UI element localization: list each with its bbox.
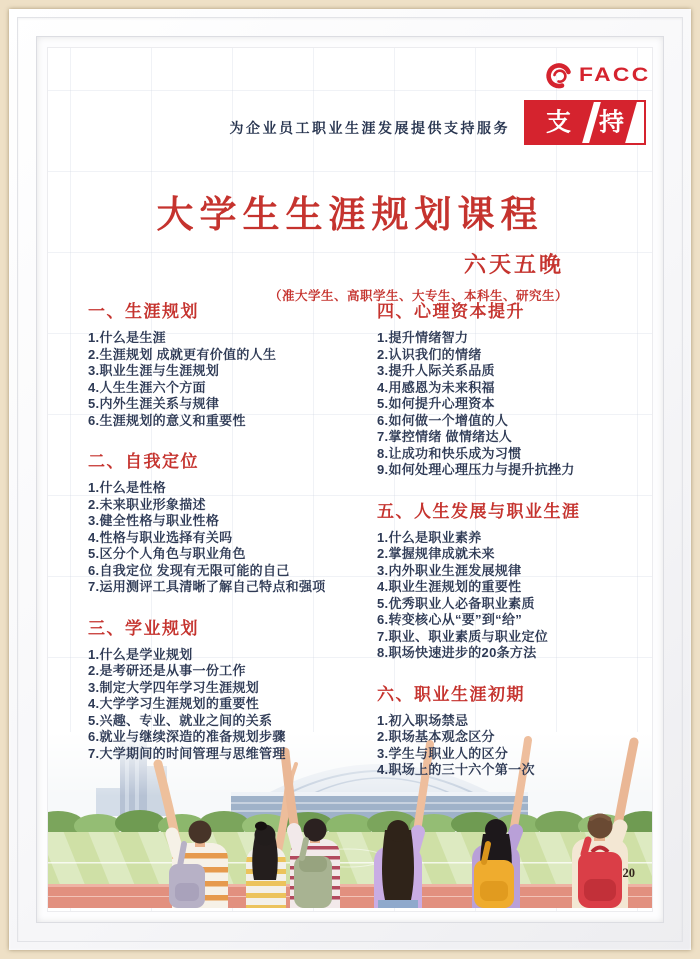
course-item: 4.性格与职业选择有关吗 <box>88 529 233 545</box>
badge-char-right: 持 <box>599 108 625 136</box>
logo-text: FACC <box>579 65 651 86</box>
course-item: 2.认识我们的情绪 <box>377 346 482 362</box>
course-item: 1.初入职场禁忌 <box>377 712 469 728</box>
course-item: 6.如何做一个增值的人 <box>377 412 509 428</box>
section-heading: 三、学业规划 <box>88 618 199 638</box>
course-item: 5.如何提升心理资本 <box>377 396 495 411</box>
course-item: 6.转变核心从“要”到“给” <box>377 612 523 627</box>
course-item: 1.什么是生涯 <box>88 330 166 345</box>
title-block <box>48 184 652 304</box>
course-item: 2.生涯规划 成就更有价值的人生 <box>88 346 277 362</box>
section-heading: 六、职业生涯初期 <box>377 684 525 704</box>
course-item: 3.提升人际关系品质 <box>377 363 495 378</box>
course-item: 4.用感恩为未来积福 <box>377 379 495 395</box>
target-audience: （准大学生、高职学生、大专生、本科生、研究生） <box>268 289 568 303</box>
course-section <box>377 297 636 479</box>
course-item: 9.如何处理心理压力与提升抗挫力 <box>377 462 575 477</box>
section-heading: 五、人生发展与职业生涯 <box>377 501 581 521</box>
course-item: 8.职场快速进步的20条方法 <box>377 645 537 660</box>
course-column-left <box>88 297 347 797</box>
course-column-right <box>377 297 636 797</box>
facc-logo <box>544 61 651 91</box>
page-number: 20 <box>622 866 635 880</box>
course-item: 1.提升情绪智力 <box>377 330 469 345</box>
course-outline <box>88 297 636 797</box>
tagline-row <box>230 100 647 145</box>
course-item: 3.内外职业生涯发展规律 <box>377 562 522 578</box>
course-item: 4.职场上的三十六个第一次 <box>377 762 535 777</box>
course-item: 5.兴趣、专业、就业之间的关系 <box>88 712 273 728</box>
course-duration: 六天五晚 <box>463 252 564 277</box>
service-tagline: 为企业员工职业生涯发展提供支持服务 <box>229 120 510 136</box>
course-item: 5.优秀职业人必备职业素质 <box>377 595 535 611</box>
support-badge <box>524 100 646 145</box>
course-item: 5.区分个人角色与职业角色 <box>88 546 246 561</box>
section-heading: 一、生涯规划 <box>88 302 199 321</box>
course-item: 8.让成功和快乐成为习惯 <box>377 445 522 461</box>
course-item: 2.掌握规律成就未来 <box>377 546 495 561</box>
course-section <box>88 447 347 596</box>
course-item: 1.什么是学业规划 <box>88 646 193 662</box>
course-item: 1.什么是性格 <box>88 480 166 495</box>
course-item: 3.制定大学四年学习生涯规划 <box>88 679 260 695</box>
course-item: 4.人生生涯六个方面 <box>88 379 206 395</box>
course-item: 2.是考研还是从事一份工作 <box>88 663 246 678</box>
course-item: 7.运用测评工具清晰了解自己特点和强项 <box>88 579 326 594</box>
course-section <box>88 297 347 429</box>
course-item: 6.生涯规划的意义和重要性 <box>88 412 246 428</box>
badge-char-left: 支 <box>546 108 572 136</box>
course-item: 5.内外生涯关系与规律 <box>88 396 220 411</box>
section-heading: 四、心理资本提升 <box>377 302 525 321</box>
course-section <box>377 497 636 662</box>
course-item: 7.掌控情绪 做情绪达人 <box>377 429 513 444</box>
course-item: 4.职业生涯规划的重要性 <box>377 579 522 594</box>
course-item: 3.学生与职业人的区分 <box>377 745 509 761</box>
course-item: 1.什么是职业素养 <box>377 529 482 545</box>
section-heading: 二、自我定位 <box>88 452 199 471</box>
course-section <box>88 614 347 763</box>
course-section <box>377 680 636 779</box>
course-item: 7.职业、职业素质与职业定位 <box>377 628 549 644</box>
course-item: 2.职场基本观念区分 <box>377 729 495 744</box>
course-item: 4.大学学习生涯规划的重要性 <box>88 696 260 711</box>
swirl-logo-icon <box>544 61 574 91</box>
page-title: 大学生生涯规划课程 <box>156 194 544 235</box>
course-item: 3.健全性格与职业性格 <box>88 513 220 528</box>
course-item: 7.大学期间的时间管理与思维管理 <box>88 745 286 761</box>
sports-field <box>48 832 653 884</box>
course-item: 2.未来职业形象描述 <box>88 496 206 512</box>
running-track <box>48 884 653 908</box>
course-item: 6.自我定位 发现有无限可能的自己 <box>88 562 290 578</box>
course-item: 6.就业与继续深造的准备规划步骤 <box>88 729 286 744</box>
brochure-page <box>47 47 653 912</box>
course-item: 3.职业生涯与生涯规划 <box>88 363 220 378</box>
